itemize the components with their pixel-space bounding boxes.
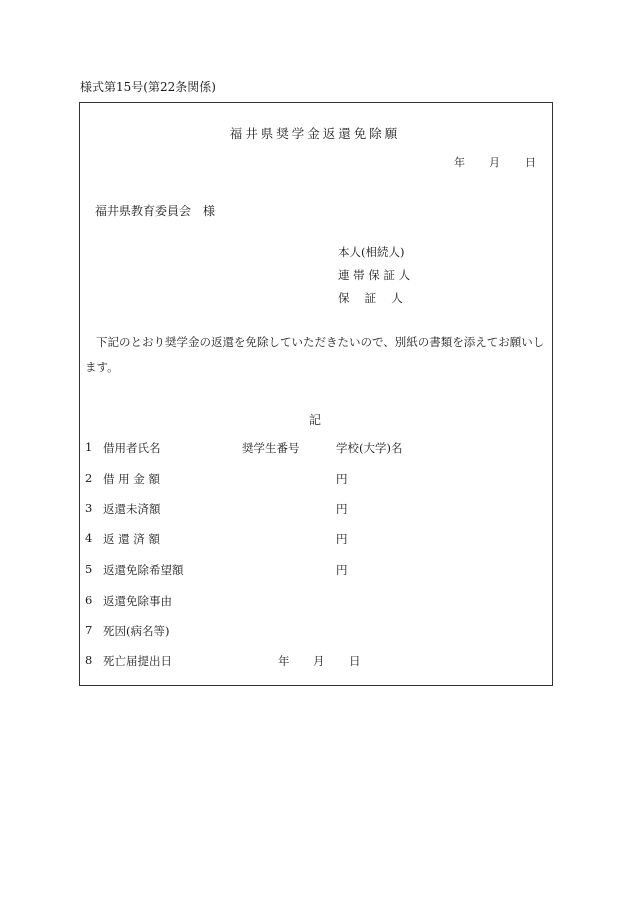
item-label-cause-of-death: 死因(病名等) — [103, 624, 170, 638]
date-day-label: 日 — [525, 156, 536, 169]
item-date-day-label: 日 — [349, 654, 361, 668]
item-date-year-label: 年 — [278, 654, 290, 668]
item-number: 2 — [85, 471, 93, 485]
signatory-guarantor: 保 証 人 — [338, 291, 403, 305]
item-number: 6 — [85, 593, 93, 607]
date-year-label: 年 — [454, 156, 465, 169]
item-number: 5 — [85, 562, 93, 576]
item-label-exemption-amount: 返還免除希望額 — [103, 563, 184, 577]
item-date-month-label: 月 — [313, 654, 325, 668]
item-number: 7 — [85, 623, 93, 637]
date-month-label: 月 — [489, 156, 500, 169]
item-label-unpaid-amount: 返還未済額 — [103, 502, 161, 516]
item-yen-unit: 円 — [336, 472, 348, 486]
request-body-text: 下記のとおり奨学金の返還を免除していただきたいので、別紙の書類を添えてお願いします。 — [85, 335, 545, 374]
signatory-joint-guarantor: 連 帯 保 証 人 — [338, 268, 411, 282]
addressee: 福井県教育委員会 様 — [95, 204, 216, 218]
item-label-scholar-number: 奨学生番号 — [242, 441, 300, 455]
item-label-school-name: 学校(大学)名 — [336, 441, 403, 455]
item-label-exemption-reason: 返還免除事由 — [103, 594, 172, 608]
item-yen-unit: 円 — [336, 563, 348, 577]
item-label-death-notice-date: 死亡届提出日 — [103, 654, 172, 668]
ki-heading: 記 — [308, 413, 321, 427]
item-number: 3 — [85, 501, 93, 515]
item-label-repaid-amount: 返 還 済 額 — [103, 532, 160, 546]
item-number: 4 — [85, 531, 93, 545]
item-yen-unit: 円 — [336, 532, 348, 546]
item-label-borrower-name: 借用者氏名 — [103, 441, 161, 455]
item-number: 8 — [85, 653, 93, 667]
form-number-label: 様式第15号(第22条関係) — [80, 80, 216, 94]
item-yen-unit: 円 — [336, 502, 348, 516]
document-title: 福井県奨学金返還免除願 — [229, 126, 401, 141]
item-number: 1 — [85, 440, 93, 454]
item-label-borrowed-amount: 借 用 金 額 — [103, 472, 160, 486]
signatory-principal: 本人(相続人) — [338, 245, 405, 259]
